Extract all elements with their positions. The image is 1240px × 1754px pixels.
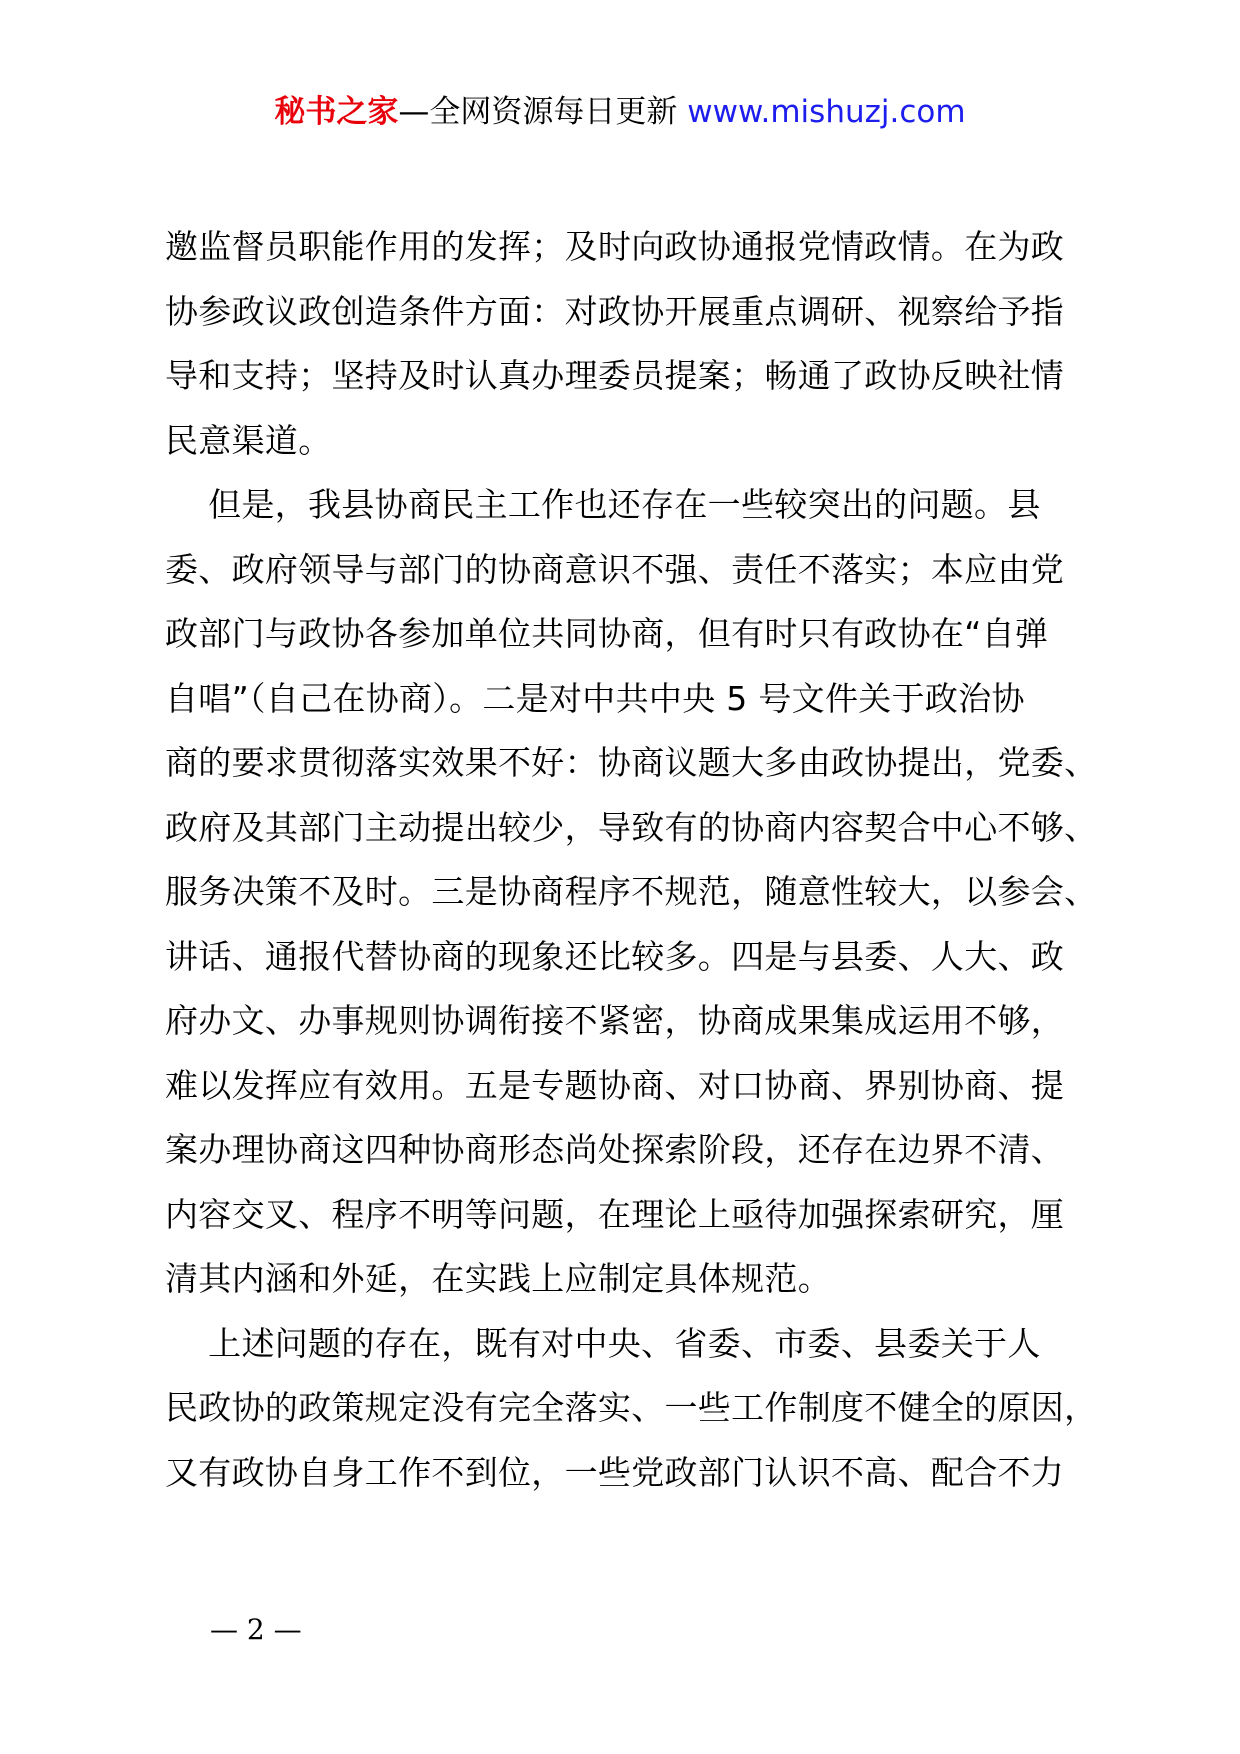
body-line: 内容交叉、程序不明等问题，在理论上亟待加强探索研究，厘 [165, 1194, 1065, 1234]
body-line: 委、政府领导与部门的协商意识不强、责任不落实；本应由党 [165, 549, 1065, 589]
body-line: 导和支持；坚持及时认真办理委员提案；畅通了政协反映社情 [165, 356, 1065, 395]
page-number: — 2 — [210, 1613, 302, 1646]
paragraph-start-line: 上述问题的存在，既有对中央、省委、市委、县委关于人 [165, 1323, 1041, 1363]
body-line: 清其内涵和外延，在实践上应制定具体规范。 [165, 1259, 831, 1298]
body-line: 难以发挥应有效用。五是专题协商、对口协商、界别协商、提 [165, 1065, 1065, 1105]
body-line: 府办文、办事规则协调衔接不紧密，协商成果集成运用不够， [165, 1001, 1065, 1040]
body-line: 政府及其部门主动提出较少，导致有的协商内容契合中心不够、 [165, 807, 1098, 847]
body-line: 民政协的政策规定没有完全落实、一些工作制度不健全的原因， [165, 1388, 1098, 1427]
site-name: 秘书之家 [274, 94, 399, 130]
body-line: 邀监督员职能作用的发挥；及时向政协通报党情政情。在为政 [165, 227, 1065, 266]
body-line: 民意渠道。 [165, 420, 332, 460]
document-body [165, 215, 1098, 1505]
body-line: 商的要求贯彻落实效果不好：协商议题大多由政协提出，党委、 [165, 743, 1098, 782]
page-header [0, 92, 1240, 132]
body-line: 又有政协自身工作不到位，一些党政部门认识不高、配合不力 [165, 1452, 1065, 1492]
body-line: 政部门与政协各参加单位共同协商，但有时只有政协在“自弹 [165, 614, 1049, 653]
body-line: 服务决策不及时。三是协商程序不规范，随意性较大，以参会、 [165, 872, 1098, 911]
body-line: 讲话、通报代替协商的现象还比较多。四是与县委、人大、政 [165, 936, 1065, 976]
body-line: 案办理协商这四种协商形态尚处探索阶段，还存在边界不清、 [165, 1130, 1065, 1169]
site-url-link[interactable]: www.mishuzj.com [687, 94, 966, 130]
paragraph-start-line: 但是，我县协商民主工作也还存在一些较突出的问题。县 [165, 485, 1041, 524]
header-tagline: —全网资源每日更新 [398, 94, 688, 130]
body-line: 协参政议政创造条件方面：对政协开展重点调研、视察给予指 [165, 291, 1065, 331]
body-line: 自唱”（自己在协商）。二是对中共中央 5 号文件关于政治协 [165, 678, 1025, 718]
